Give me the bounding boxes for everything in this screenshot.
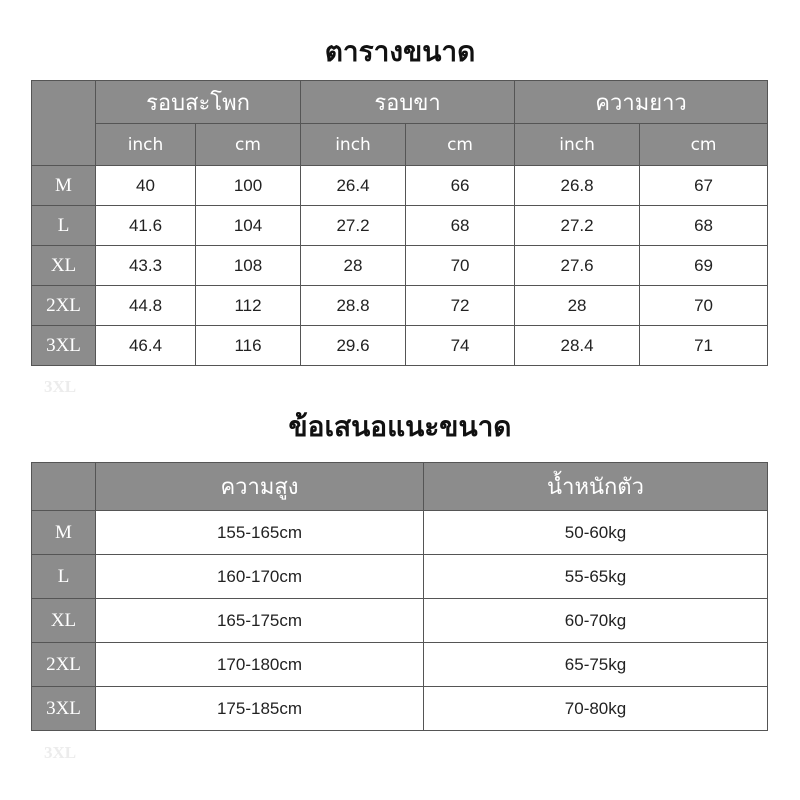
- weight-cell: 55-65kg: [424, 555, 768, 599]
- table-row: [32, 643, 768, 687]
- size-label: 2XL: [32, 286, 96, 326]
- table-cell: 40: [96, 166, 196, 206]
- unit-header: inch: [96, 124, 196, 166]
- unit-header: cm: [196, 124, 301, 166]
- table-row: [32, 246, 768, 286]
- table-row: [32, 687, 768, 731]
- size-label: 3XL: [32, 326, 96, 366]
- recommendation-title: ข้อเสนอแนะขนาด: [288, 410, 512, 443]
- table-cell: 104: [196, 206, 301, 246]
- table-cell: 74: [406, 326, 515, 366]
- table-cell: 27.6: [515, 246, 640, 286]
- weight-cell: 65-75kg: [424, 643, 768, 687]
- table-cell: 116: [196, 326, 301, 366]
- table-row: [32, 326, 768, 366]
- size-label: M: [32, 166, 96, 206]
- table-cell: 69: [640, 246, 768, 286]
- table-cell: 28: [301, 246, 406, 286]
- table-cell: 112: [196, 286, 301, 326]
- weight-header: น้ำหนักตัว: [424, 463, 768, 511]
- group-header-length: ความยาว: [515, 81, 768, 124]
- size-label: 2XL: [32, 643, 96, 687]
- size-label: XL: [32, 246, 96, 286]
- unit-header: cm: [640, 124, 768, 166]
- height-cell: 175-185cm: [96, 687, 424, 731]
- size-label: 3XL: [32, 687, 96, 731]
- table-cell: 70: [406, 246, 515, 286]
- faded-size-label: 3XL: [44, 377, 77, 396]
- size-label: L: [32, 555, 96, 599]
- group-header-hip: รอบสะโพก: [96, 81, 301, 124]
- table-cell: 28: [515, 286, 640, 326]
- table-cell: 68: [640, 206, 768, 246]
- table-row: [32, 555, 768, 599]
- faded-size-label: 3XL: [44, 743, 77, 762]
- size-chart-title: ตารางขนาด: [324, 35, 476, 68]
- table-cell: 67: [640, 166, 768, 206]
- table-cell: 29.6: [301, 326, 406, 366]
- table-cell: 100: [196, 166, 301, 206]
- table-cell: 68: [406, 206, 515, 246]
- size-chart-table: [31, 80, 768, 366]
- size-label: XL: [32, 599, 96, 643]
- table-cell: 28.4: [515, 326, 640, 366]
- table-cell: 44.8: [96, 286, 196, 326]
- table-cell: 26.4: [301, 166, 406, 206]
- weight-cell: 70-80kg: [424, 687, 768, 731]
- group-header-thigh: รอบขา: [301, 81, 515, 124]
- table-row: [32, 166, 768, 206]
- table-cell: 43.3: [96, 246, 196, 286]
- height-cell: 165-175cm: [96, 599, 424, 643]
- table-cell: 27.2: [515, 206, 640, 246]
- unit-header: cm: [406, 124, 515, 166]
- table-cell: 46.4: [96, 326, 196, 366]
- height-header: ความสูง: [96, 463, 424, 511]
- table-cell: 28.8: [301, 286, 406, 326]
- size-label: L: [32, 206, 96, 246]
- height-cell: 170-180cm: [96, 643, 424, 687]
- unit-header: inch: [301, 124, 406, 166]
- table-cell: 27.2: [301, 206, 406, 246]
- table-row: [32, 286, 768, 326]
- height-cell: 155-165cm: [96, 511, 424, 555]
- table-cell: 70: [640, 286, 768, 326]
- table-row: [32, 206, 768, 246]
- table-cell: 71: [640, 326, 768, 366]
- table-cell: 72: [406, 286, 515, 326]
- table-cell: 26.8: [515, 166, 640, 206]
- height-cell: 160-170cm: [96, 555, 424, 599]
- weight-cell: 50-60kg: [424, 511, 768, 555]
- size-label: M: [32, 511, 96, 555]
- unit-header: inch: [515, 124, 640, 166]
- recommendation-table: [31, 462, 768, 731]
- table-cell: 41.6: [96, 206, 196, 246]
- size-header-blank: [32, 81, 96, 166]
- table-cell: 108: [196, 246, 301, 286]
- table-row: [32, 511, 768, 555]
- table-cell: 66: [406, 166, 515, 206]
- size-header-blank: [32, 463, 96, 511]
- weight-cell: 60-70kg: [424, 599, 768, 643]
- table-row: [32, 599, 768, 643]
